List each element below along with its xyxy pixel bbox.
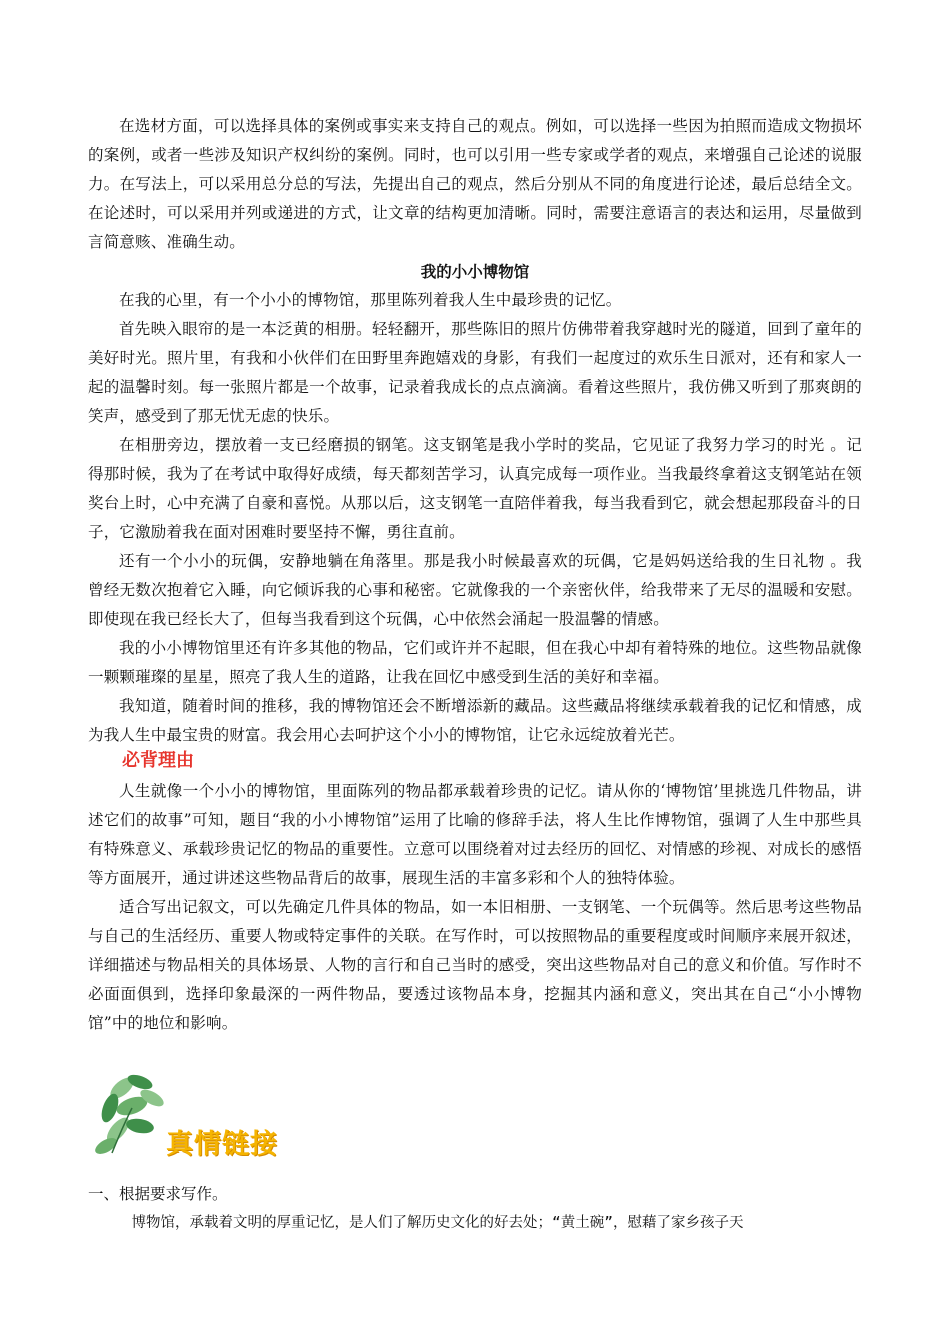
intro-paragraph: 在选材方面，可以选择具体的案例或事实来支持自己的观点。例如，可以选择一些因为拍照而造成文物损坏的案例，或者一些涉及知识产权纠纷的案例。同时，也可以引用一些专家或学者的观点，来增强自己论述的说服力。在写法上，可以采用总分总的写法，先提出自己的观点，然后分别从不同的角度进行论述，最后总结全文。在论述时，可以采用并列或递进的方式，让文章的结构更加清晰。同时，需要注意语言的表达和运用，尽量做到言简意赅、准确生动。 bbox=[88, 117, 862, 251]
essay-paragraph: 还有一个小小的玩偶，安静地躺在角落里。那是我小时候最喜欢的玩偶，它是妈妈送给我的生日礼物 。我曾经无数次抱着它入睡，向它倾诉我的心事和秘密。它就像我的一个亲密伙伴，给我带来了无尽的温暖和安慰。即使现在我已经长大了，但每当我看到这个玩偶，心中依然会涌起一股温馨的情感。 bbox=[88, 552, 862, 628]
intro-block bbox=[88, 112, 862, 257]
section-title: 真情链接 bbox=[166, 1129, 278, 1160]
reason-block bbox=[88, 745, 862, 1038]
essay-paragraph: 首先映入眼帘的是一本泛黄的相册。轻轻翻开，那些陈旧的照片仿佛带着我穿越时光的隧道，回到了童年的美好时光。照片里，有我和小伙伴们在田野里奔跑嬉戏的身影，有我们一起度过的欢乐生日派对，还有和家人一起的温馨时刻。每一张照片都是一个故事，记录着我成长的点点滴滴。看着这些照片，我仿佛又听到了那爽朗的笑声，感受到了那无忧无虑的快乐。 bbox=[88, 320, 862, 425]
reason-paragraph: 适合写出记叙文，可以先确定几件具体的物品，如一本旧相册、一支钢笔、一个玩偶等。然后思考这些物品与自己的生活经历、重要人物或特定事件的关联。在写作时，可以按照物品的重要程度或时间顺序来展开叙述，详细描述与物品相关的具体场景、人物的言行和自己当时的感受，突出这些物品对自己的意义和价值。写作时不必面面俱到，选择印象最深的一两件物品，要透过该物品本身，挖掘其内涵和意义，突出其在自己“小小博物馆”中的地位和影响。 bbox=[88, 898, 862, 1032]
exercise-text: 博物馆，承载着文明的厚重记忆，是人们了解历史文化的好去处；“黄土碗”，慰藉了家乡孩子天 bbox=[131, 1215, 744, 1231]
reason-heading: 必背理由 bbox=[122, 750, 194, 771]
essay-title: 我的小小博物馆 bbox=[420, 262, 530, 281]
essay-paragraph: 我的小小博物馆里还有许多其他的物品，它们或许并不起眼，但在我心中却有着特殊的地位。这些物品就像一颗颗璀璨的星星，照亮了我人生的道路，让我在回忆中感受到生活的美好和幸福。 bbox=[88, 639, 862, 686]
essay-paragraph: 在我的心里，有一个小小的博物馆，那里陈列着我人生中最珍贵的记忆。 bbox=[119, 291, 622, 309]
exercise-label: 一、根据要求写作。 bbox=[88, 1185, 228, 1203]
essay-paragraph: 我知道，随着时间的推移，我的博物馆还会不断增添新的藏品。这些藏品将继续承载着我的记忆和情感，成为我人生中最宝贵的财富。我会用心去呵护这个小小的博物馆，让它永远绽放着光芒。 bbox=[88, 697, 862, 744]
reason-paragraph: 人生就像一个小小的博物馆，里面陈列的物品都承载着珍贵的记忆。请从你的‘博物馆’里挑选几件物品，讲述它们的故事”可知，题目“我的小小博物馆”运用了比喻的修辞手法，将人生比作博物馆，强调了人生中那些具有特殊意义、承载珍贵记忆的物品的重要性。立意可以围绕着对过去经历的回忆、对情感的珍视、对成长的感悟等方面展开，通过讲述这些物品背后的故事，展现生活的丰富多彩和个人的独特体验。 bbox=[88, 782, 862, 887]
essay-block bbox=[88, 257, 862, 750]
leaf-cluster-svg bbox=[92, 1068, 172, 1158]
essay-paragraph: 在相册旁边，摆放着一支已经磨损的钢笔。这支钢笔是我小学时的奖品，它见证了我努力学习的时光 。记得那时候，我为了在考试中取得好成绩，每天都刻苦学习，认真完成每一项作业。当我最终拿着这支钢笔站在领奖台上时，心中充满了自豪和喜悦。从那以后，这支钢笔一直陪伴着我，每当我看到它，就会想起那段奋斗的日子，它激励着我在面对困难时要坚持不懈，勇往直前。 bbox=[88, 436, 862, 541]
